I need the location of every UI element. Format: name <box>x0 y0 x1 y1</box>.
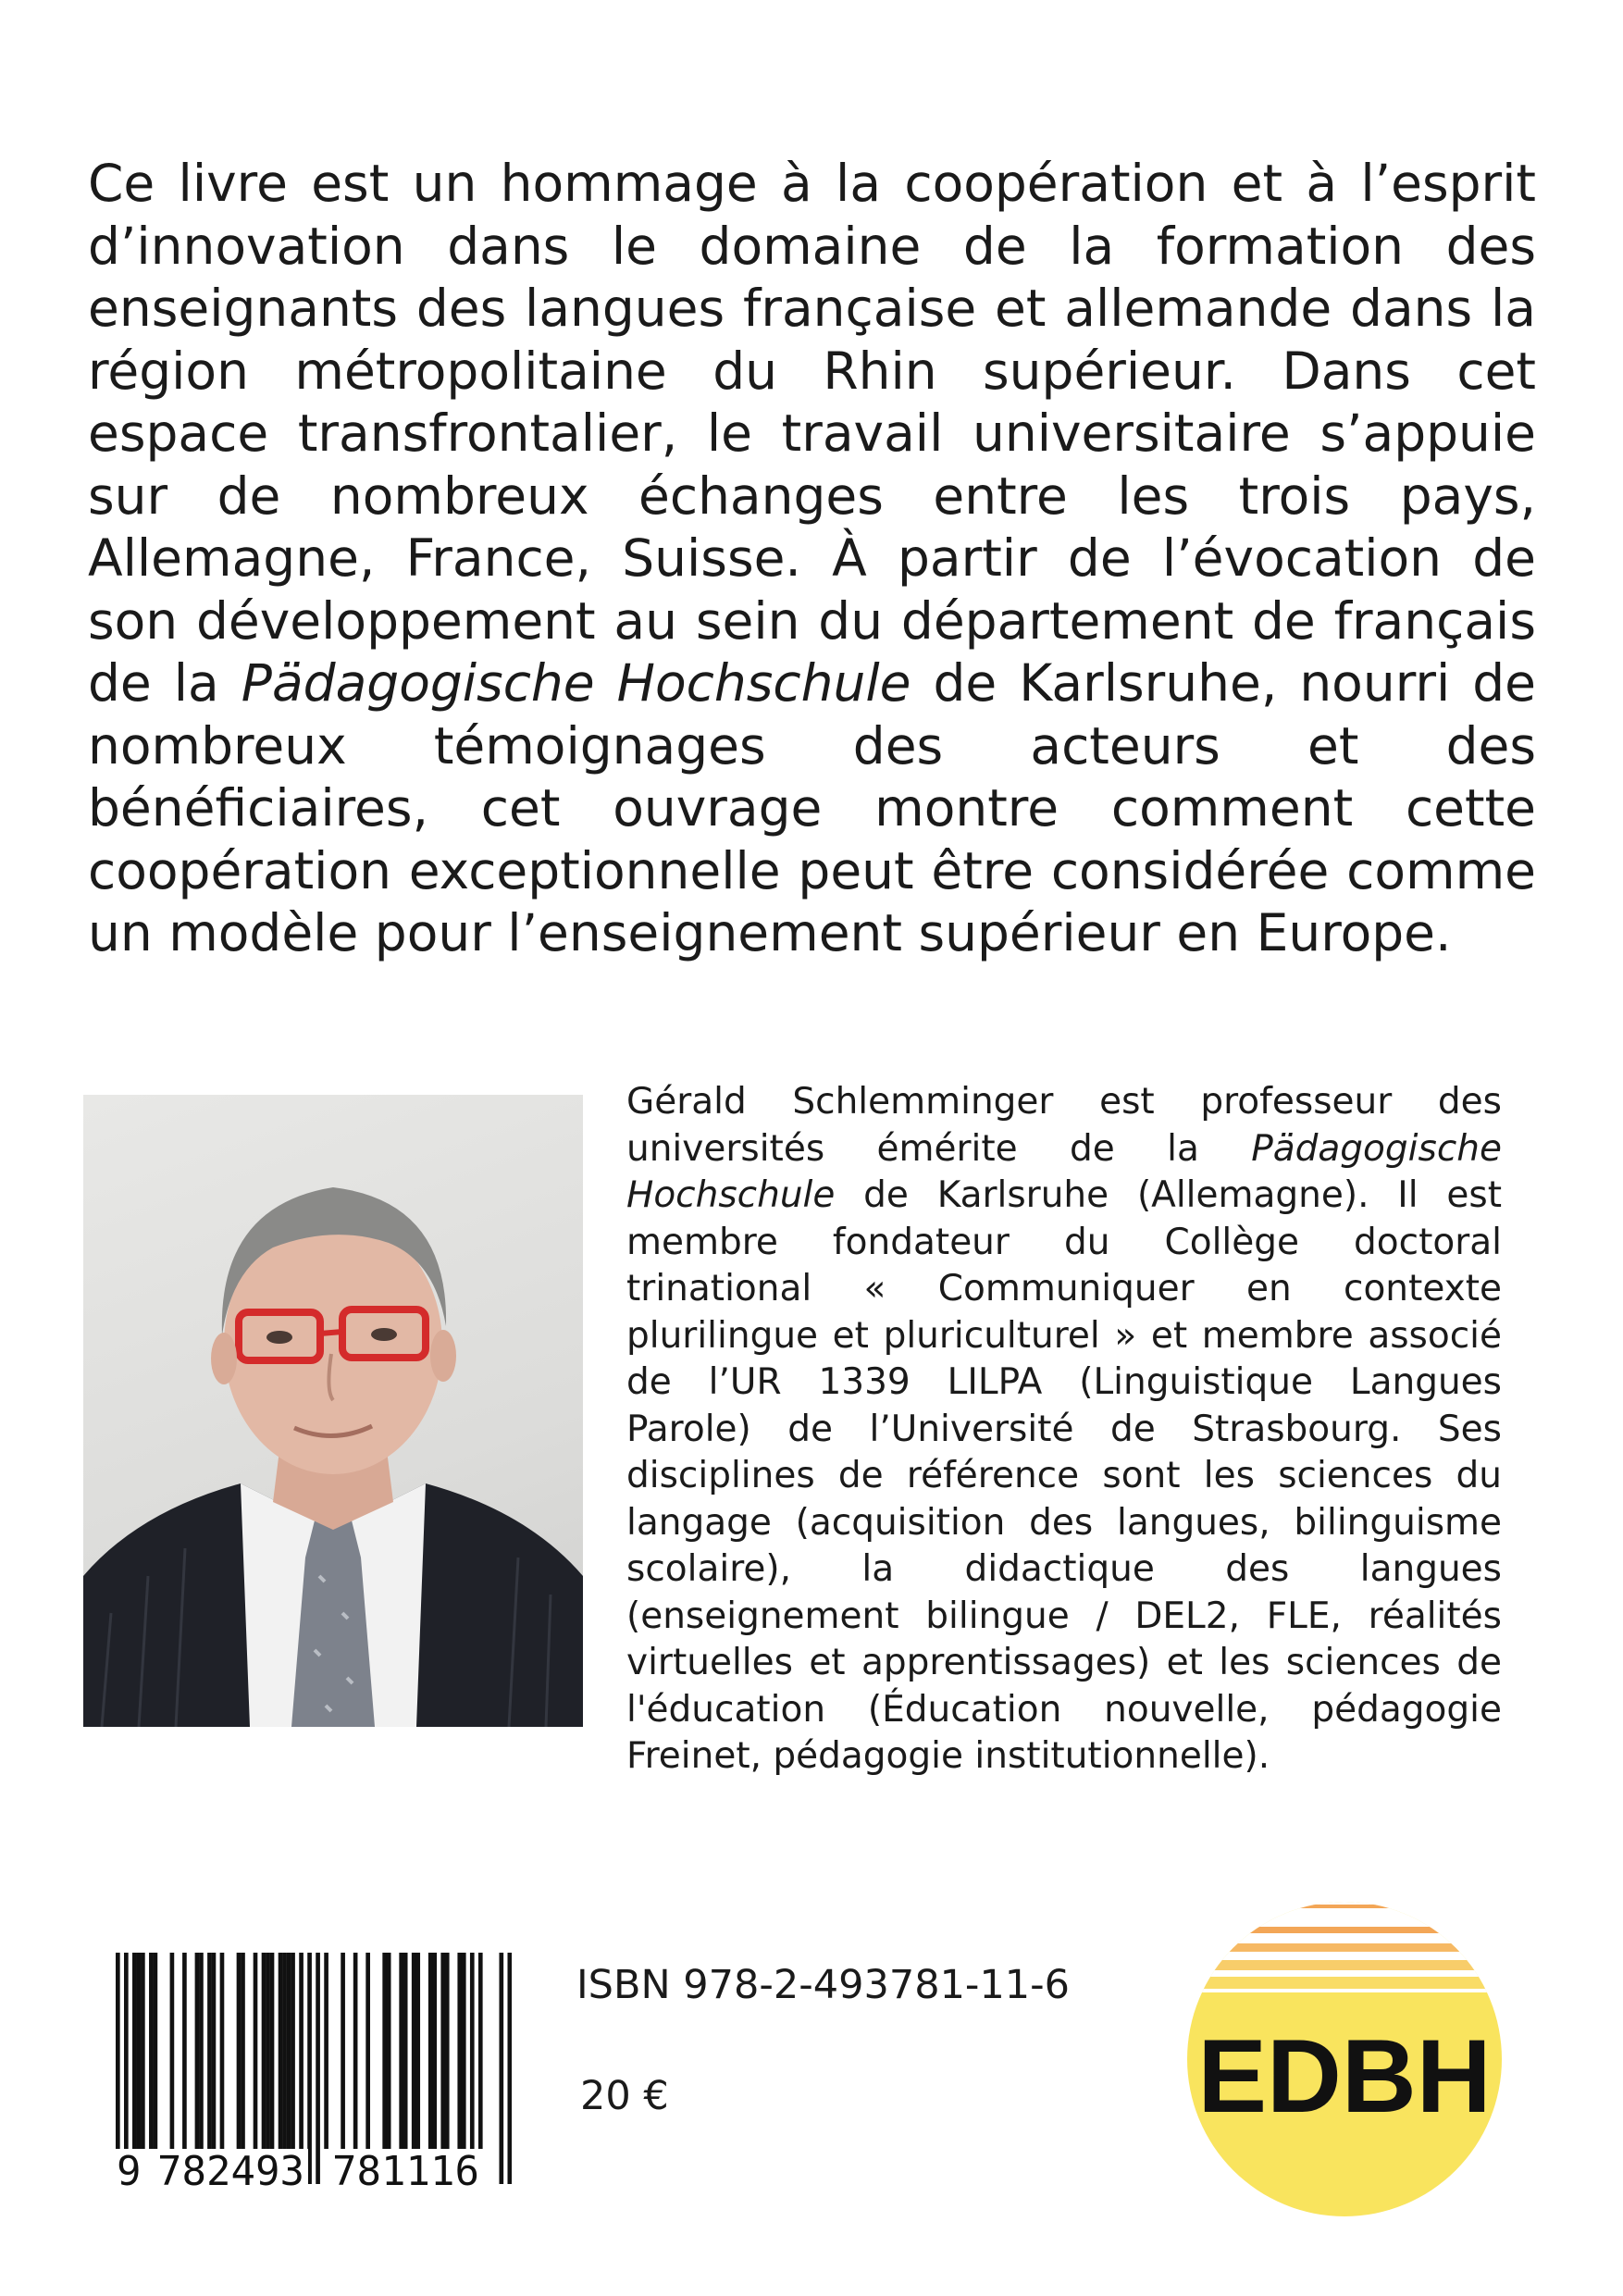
barcode-bar <box>432 1953 437 2149</box>
barcode-bar <box>382 1953 387 2149</box>
barcode-bar <box>170 1953 175 2149</box>
barcode-bar <box>299 1953 304 2149</box>
blurb-text-end: de Karlsruhe, nourri de nombreux témoignages des acteurs et des bénéficiaires, cet ouvrage montre comment cette coopération exceptionnelle peut être considérée comme un modèle pour l’enseignement supérieur en Europe. <box>88 653 1537 962</box>
barcode-bar <box>241 1953 245 2149</box>
barcode-bar <box>237 1953 242 2149</box>
barcode-bar <box>341 1953 345 2149</box>
barcode-bar <box>412 1953 416 2149</box>
barcode-bar <box>445 1953 450 2149</box>
barcode-bar <box>387 1953 391 2149</box>
barcode-bar <box>403 1953 408 2149</box>
bio-text-end: de Karlsruhe (Allemagne). Il est membre fondateur du Collège doctoral trinational « Communiquer en contexte plurilingue et pluriculturel » et membre associé de l’UR 1339 LILPA (Linguistique Langues Parole) de l’Université de Strasbourg. Ses disciplines de référence sont les sciences du langage (acquisition des langues, bilinguisme scolaire), la didactique des langues (enseignement bilingue / DEL2, FLE, réalités virtuelles et apprentissages) et les sciences de l'éducation (Éducation nouvelle, pédagogie Freinet, pédagogie institutionnelle). <box>626 1174 1502 1777</box>
price: 20 € <box>580 2073 669 2119</box>
author-bio <box>626 1079 1502 1781</box>
logo-text: EDBH <box>1197 2018 1492 2134</box>
author-portrait-illustration <box>83 1095 583 1727</box>
barcode-bar <box>212 1953 217 2149</box>
barcode-bar <box>141 1953 145 2149</box>
isbn-number: ISBN 978-2-493781-11-6 <box>576 1962 1071 2008</box>
barcode-bar <box>279 1953 283 2149</box>
barcode-bar <box>440 1953 445 2149</box>
blurb-text: Ce livre est un hommage à la coopération et à l’esprit d’innovation dans le domaine de la formation des enseignants des langues française et allemande dans la région métropolitaine du Rhin supérieur. Dans cet espace transfrontalier, le travail universitaire s’appuie sur de nombreux échanges entre les trois pays, Allemagne, France, Suisse. À partir de l’évocation de son développement au sein du département de français de la <box>88 154 1536 713</box>
barcode-bar <box>353 1953 358 2149</box>
barcode-bar <box>462 1953 466 2149</box>
back-cover-blurb <box>88 153 1536 965</box>
barcode-bar <box>266 1953 270 2149</box>
barcode-bar <box>415 1953 420 2149</box>
barcode-bar <box>199 1953 204 2149</box>
barcode-digit-first: 9 <box>113 2149 145 2195</box>
author-photo <box>83 1095 583 1727</box>
barcode-bar <box>195 1953 200 2149</box>
barcode-bar <box>154 1953 158 2149</box>
barcode-bar <box>470 1953 475 2149</box>
blurb-institution-name: Pädagogische Hochschule <box>241 653 911 713</box>
barcode-bar <box>182 1953 187 2149</box>
barcode-bar <box>220 1953 225 2149</box>
barcode-bar <box>149 1953 154 2149</box>
barcode-bar <box>262 1953 266 2149</box>
bio-institution-name: Pädagogische Hochschule <box>626 1127 1502 1216</box>
barcode-bar <box>291 1953 295 2149</box>
barcode-bar <box>478 1953 483 2149</box>
barcode-bar <box>282 1953 287 2149</box>
barcode-bar <box>270 1953 275 2149</box>
barcode-bar <box>365 1953 370 2149</box>
barcode-digits <box>117 2148 509 2195</box>
bio-text: Gérald Schlemminger est professeur des universités émérite de la <box>626 1081 1502 1170</box>
barcode-bar <box>207 1953 212 2149</box>
barcode-bar <box>399 1953 403 2149</box>
publisher-logo <box>1183 1897 1506 2221</box>
barcode-bar <box>287 1953 291 2149</box>
barcode-bar <box>428 1953 433 2149</box>
barcode-bar <box>132 1953 137 2149</box>
barcode-bar <box>457 1953 462 2149</box>
barcode-bar <box>254 1953 258 2149</box>
barcode-digit-group-right: 781116 <box>328 2149 483 2195</box>
barcode-digit-group-left: 782493 <box>154 2149 308 2195</box>
logo-stripes <box>1183 1897 1506 1992</box>
barcode-bar <box>137 1953 142 2149</box>
barcode-bar <box>324 1953 328 2149</box>
